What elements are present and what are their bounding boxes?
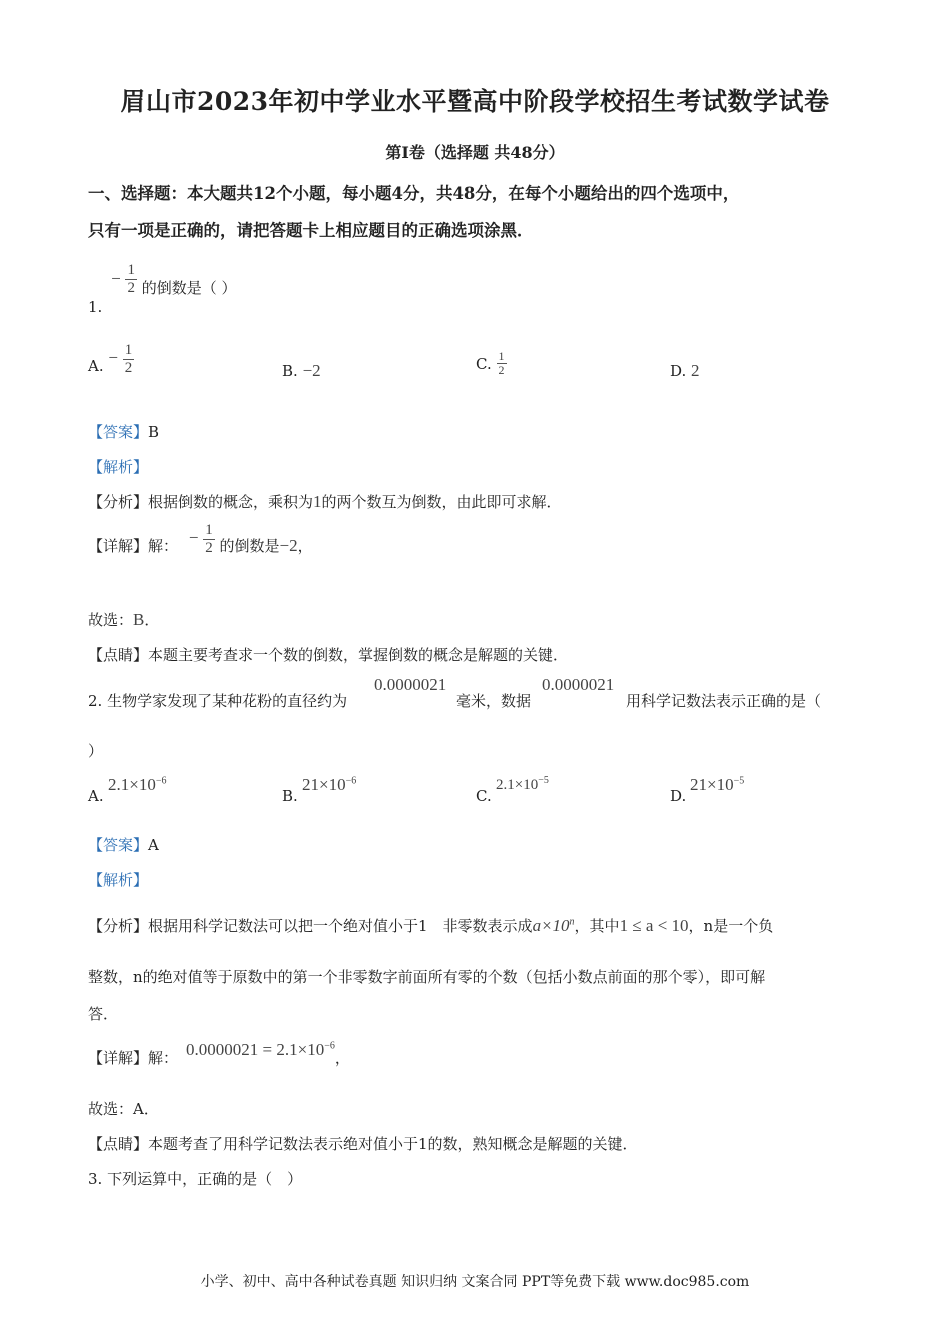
- q1-dianjing: 【点睛】本题主要考查求一个数的倒数，掌握倒数的概念是解题的关键．: [88, 646, 569, 664]
- q1-answer: 【答案】B: [88, 423, 160, 441]
- q2-stem-close: ）: [88, 742, 104, 760]
- q1-fenxi: 【分析】根据倒数的概念，乘积为1的两个数互为倒数，由此即可求解．: [88, 492, 562, 511]
- page-footer: 小学、初中、高中各种试卷真题 知识归纳 文案合同 PPT等免费下载 www.doc985.com: [200, 1274, 750, 1290]
- q1-fraction-sign: −: [111, 269, 121, 288]
- q2-option-b-label: B.: [282, 787, 298, 805]
- q2-value-1: 0.0000021: [374, 675, 447, 694]
- q1-fraction: $\frac{1}{2}$: [127, 262, 135, 296]
- q1-choose: 故选：B．: [88, 610, 160, 629]
- q2-detail: 【详解】解： $0.0000021 = 2.1\times 10^{-6}$，: [88, 1040, 350, 1067]
- q1-option-d: D. 2: [670, 361, 700, 380]
- q2-option-d: $21\times 10^{-5}$: [690, 775, 745, 794]
- q2-fenxi-line1: 【分析】根据用科学记数法可以把一个绝对值小于1 非零数表示成$a\times 10^n$，其中1 ≤ a < 10，n是一个负: [88, 916, 774, 935]
- q2-option-d-label: D.: [670, 787, 687, 805]
- q1-number: 1.: [88, 298, 103, 316]
- q2-fenxi-line2: 整数，n的绝对值等于原数中的第一个非零数字前面所有零的个数（包括小数点前面的那个零），即可解: [88, 968, 766, 986]
- q2-option-a: $2.1\times 10^{-6}$: [108, 775, 167, 794]
- part-subtitle: 第I卷（选择题 共48分）: [385, 143, 565, 162]
- q2-fenxi-line3: 答．: [88, 1005, 119, 1023]
- q2-stem-end: 用科学记数法表示正确的是（: [626, 692, 822, 710]
- section-heading-line2: 只有一项是正确的，请把答题卡上相应题目的正确选项涂黑．: [88, 221, 534, 240]
- section-heading-line1: 一、选择题：本大题共12个小题，每小题4分，共48分，在每个小题给出的四个选项中，: [88, 184, 740, 203]
- q1-option-a: A. − $\frac{1}{2}$: [88, 342, 133, 376]
- q2-stem-line1: 2. 生物学家发现了某种花粉的直径约为: [88, 692, 348, 710]
- q2-analysis-tag: 【解析】: [88, 871, 149, 889]
- q2-value-2: 0.0000021: [542, 675, 615, 694]
- q2-dianjing: 【点睛】本题考查了用科学记数法表示绝对值小于1的数，熟知概念是解题的关键．: [88, 1135, 638, 1153]
- q2-stem-mid: 毫米，数据: [456, 692, 532, 710]
- q3-stem: 3. 下列运算中，正确的是（ ）: [88, 1170, 303, 1188]
- q2-answer: 【答案】A: [88, 836, 159, 854]
- q2-option-c-label: C.: [476, 787, 492, 805]
- q1-stem: [88, 262, 237, 316]
- q1-option-b: B. −2: [282, 361, 321, 380]
- q2-option-b: $21\times 10^{-6}$: [302, 775, 357, 794]
- q1-detail: 【详解】解： − $\frac{1}{2}$ 的倒数是−2，: [88, 522, 313, 556]
- q2-option-a-label: A.: [88, 787, 104, 805]
- q2-option-c: $2.1\times 10^{-5}$: [496, 775, 549, 793]
- page-title: 眉山市2023年初中学业水平暨高中阶段学校招生考试数学试卷: [120, 87, 830, 116]
- q2-choose: 故选：A．: [88, 1100, 159, 1118]
- q1-option-c: C. $\frac{1}{2}$: [476, 349, 505, 378]
- q1-analysis-tag: 【解析】: [88, 458, 149, 476]
- q1-stem-text: 的倒数是（ ）: [141, 279, 237, 297]
